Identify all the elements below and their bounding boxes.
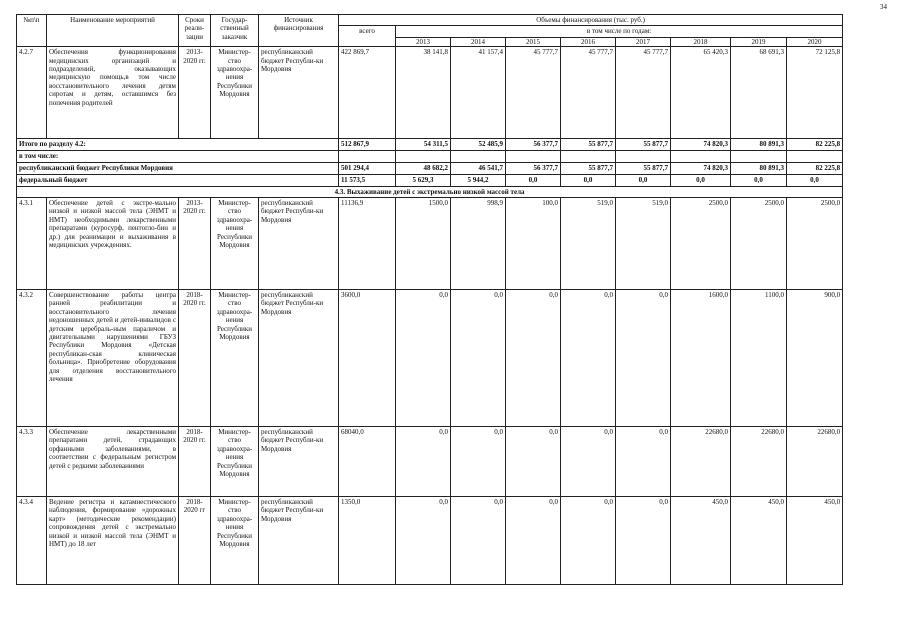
federal-value: 5 629,3 [396,174,451,186]
federal-value: 0,0 [561,174,616,186]
table-row [17,47,843,139]
row-value: 22680,0 [671,427,731,497]
summary-value: 52 485,9 [451,139,506,151]
including-label: в том числе: [17,151,339,162]
summary-total: 512 867,9 [339,139,396,151]
row-num: 4.3.3 [17,427,47,497]
federal-value: 5 944,2 [451,174,506,186]
row-value: 0,0 [616,290,671,427]
section-title: 4.3. Выхаживание детей с экстремально низкой массой тела [17,186,843,197]
summary-value: 56 377,7 [506,139,561,151]
federal-value: 0,0 [731,174,787,186]
row-value: 0,0 [396,290,451,427]
row-value: 0,0 [451,290,506,427]
row-term: 2018-2020 гг [179,497,211,585]
republican-value: 80 891,3 [731,162,787,174]
row-value: 900,0 [787,290,843,427]
year-2013: 2013 [396,37,451,46]
row-value: 0,0 [561,497,616,585]
row-value: 450,0 [671,497,731,585]
row-source: республиканский бюджет Республи-ки Мордовия [259,427,339,497]
header-customer: Государ-ственный заказчик [211,15,259,47]
row-source: республиканский бюджет Республи-ки Мордовия [259,198,339,290]
row-value: 0,0 [396,497,451,585]
row-value: 1100,0 [731,290,787,427]
year-2019: 2019 [731,37,787,46]
table-row [17,427,843,497]
year-2017: 2017 [616,37,671,46]
row-name: Ведение регистра и катамнестического наблюдения, формирование «дорожных карт» (методические рекомендации) сопровождения детей с экстремально низкой и низкой массой тела (ЭНМТ и НМТ) до 18 лет [47,497,179,585]
summary-label: Итого по разделу 4.2: [17,139,339,151]
row-term: 2013-2020 гг. [179,47,211,139]
row-name: Обеспечения функционирования медицинских организаций и подразделений, оказывающих медицинскую помощь,в том числе восстановительного лечения детям сиротам и детям, оставшимся без попечения родителей [47,47,179,139]
row-value: 0,0 [616,427,671,497]
row-customer: Министер-ство здравоохра-нения Республики Мордовия [211,290,259,427]
row-value: 519,0 [561,198,616,290]
row-value: 998,9 [451,198,506,290]
row-value: 22680,0 [731,427,787,497]
row-value: 450,0 [787,497,843,585]
row-term: 2018-2020 гг. [179,290,211,427]
header-total: всего [339,26,396,47]
federal-total: 11 573,5 [339,174,396,186]
header-num: №п\п [17,15,47,47]
row-value: 41 157,4 [451,47,506,139]
republican-value: 48 682,2 [396,162,451,174]
row-term: 2013-2020 гг. [179,198,211,290]
year-2016: 2016 [561,37,616,46]
row-value: 0,0 [506,427,561,497]
federal-value: 0,0 [616,174,671,186]
republican-value: 55 877,7 [616,162,671,174]
row-value: 0,0 [506,290,561,427]
summary-row [17,139,843,151]
row-value: 38 141,8 [396,47,451,139]
row-value: 450,0 [731,497,787,585]
republican-value: 82 225,8 [787,162,843,174]
row-value: 1500,0 [396,198,451,290]
year-2020: 2020 [787,37,843,46]
republican-value: 56 377,7 [506,162,561,174]
row-customer: Министер-ство здравоохра-нения Республики Мордовия [211,198,259,290]
row-total: 68040,0 [339,427,396,497]
year-2018: 2018 [671,37,731,46]
summary-value: 82 225,8 [787,139,843,151]
row-value: 0,0 [451,427,506,497]
row-value: 0,0 [616,497,671,585]
header-volumes: Объемы финансирования (тыс. руб.) [339,15,843,26]
summary-value: 55 877,7 [616,139,671,151]
row-total: 422 869,7 [339,47,396,139]
summary-value: 55 877,7 [561,139,616,151]
page-number: 34 [880,3,887,11]
row-value: 0,0 [561,290,616,427]
row-name: Совершенствование работы центра ранней реабилитации и восстановительного лечения недоношенных детей и детей-инвалидов с детским церебраль-ным параличом и двигательными нарушениями ГБУЗ Республики Мордовия «Детская республикан-ская клиническая больница». Приобретение оборудования для отделения восстановительного лечения [47,290,179,427]
year-2014: 2014 [451,37,506,46]
summary-value: 74 820,3 [671,139,731,151]
header-by-years: в том числе по годам: [396,26,843,37]
republican-total: 501 294,4 [339,162,396,174]
row-value: 0,0 [396,427,451,497]
row-value: 65 420,3 [671,47,731,139]
row-num: 4.3.4 [17,497,47,585]
header-name: Наименование мероприятий [47,15,179,47]
row-name: Обеспечение детей с экстре-мально низкой и низкой массой тела (ЭНМТ и НМТ) необходимыми лекарственными препаратами (куросурф, пентогло-бин и др.) для реанимации и выхаживания в медицинских учреждениях. [47,198,179,290]
row-total: 1350,0 [339,497,396,585]
republican-label: республиканский бюджет Республики Мордовия [17,162,339,174]
row-value: 1600,0 [671,290,731,427]
row-value: 2500,0 [787,198,843,290]
republican-value: 74 820,3 [671,162,731,174]
row-value: 0,0 [506,497,561,585]
row-source: республиканский бюджет Республи-ки Мордовия [259,47,339,139]
header-source: Источник финансирования [259,15,339,47]
row-name: Обеспечение лекарственными препаратами детей, страдающих орфанными заболеваниями, в соответствии с федеральным регистром детей с редкими заболеваниями [47,427,179,497]
row-value: 45 777,7 [561,47,616,139]
federal-value: 0,0 [787,174,843,186]
row-customer: Министер-ство здравоохра-нения Республики Мордовия [211,427,259,497]
summary-value: 54 311,5 [396,139,451,151]
table-row [17,497,843,585]
row-term: 2018-2020 гг. [179,427,211,497]
row-value: 72 125,8 [787,47,843,139]
row-source: республиканский бюджет Республи-ки Мордовия [259,290,339,427]
row-value: 2500,0 [671,198,731,290]
financing-table [16,14,843,585]
row-value: 0,0 [561,427,616,497]
summary-value: 80 891,3 [731,139,787,151]
republican-value: 46 541,7 [451,162,506,174]
row-source: республиканский бюджет Республи-ки Мордовия [259,497,339,585]
republican-budget-row [17,162,843,174]
row-value: 22680,0 [787,427,843,497]
row-customer: Министер-ство здравоохра-нения Республики Мордовия [211,497,259,585]
row-value: 519,0 [616,198,671,290]
row-value: 68 691,3 [731,47,787,139]
federal-value: 0,0 [506,174,561,186]
row-num: 4.3.2 [17,290,47,427]
row-value: 45 777,7 [506,47,561,139]
table-row [17,198,843,290]
row-customer: Министер-ство здравоохра-нения Республики Мордовия [211,47,259,139]
table-row [17,290,843,427]
row-value: 45 777,7 [616,47,671,139]
row-total: 11136,9 [339,198,396,290]
row-num: 4.2.7 [17,47,47,139]
federal-label: федеральный бюджет [17,174,339,186]
row-value: 0,0 [451,497,506,585]
row-total: 3600,0 [339,290,396,427]
row-num: 4.3.1 [17,198,47,290]
year-2015: 2015 [506,37,561,46]
republican-value: 55 877,7 [561,162,616,174]
header-term: Сроки реали-зации [179,15,211,47]
row-value: 100,0 [506,198,561,290]
federal-budget-row [17,174,843,186]
row-value: 2500,0 [731,198,787,290]
federal-value: 0,0 [671,174,731,186]
